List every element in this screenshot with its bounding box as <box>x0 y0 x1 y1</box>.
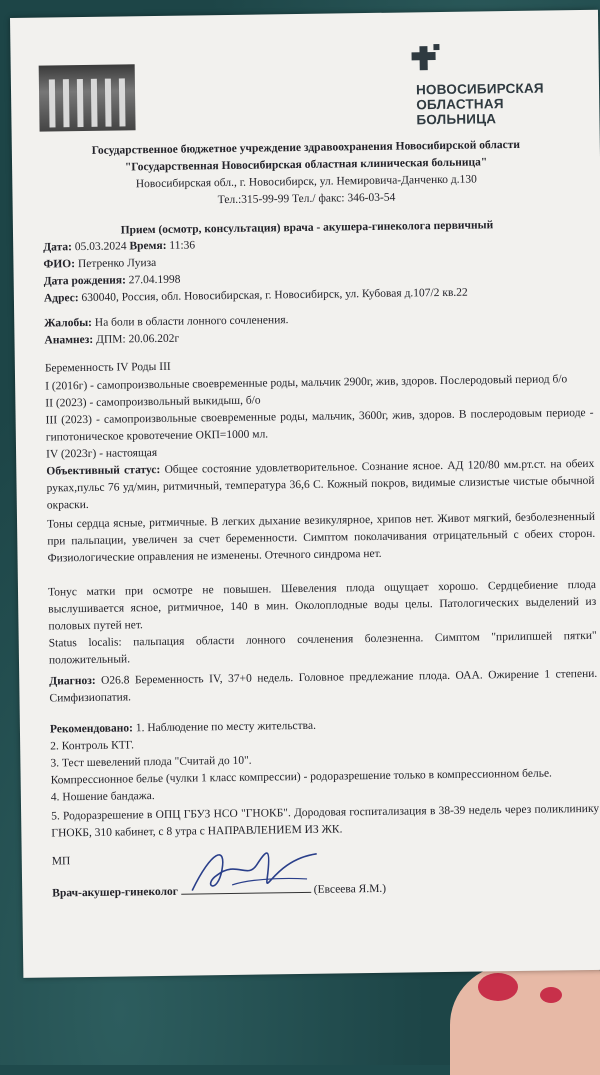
dob-label: Дата рождения: <box>43 274 126 288</box>
uterus-text: Тонус матки при осмотре не повышен. Шевеления плода ощущает хорошо. Сердцебиение плода выслушивается ясное, ритмичное, 140 в мин. Околоплодные воды целы. Патологических выделений из половых путей нет. <box>47 578 597 633</box>
complaints-label: Жалобы: <box>44 316 93 330</box>
toenail <box>478 973 518 1001</box>
anamnesis-text: ДПМ: 20.06.202г <box>95 332 180 346</box>
patient-dob: 27.04.1998 <box>128 273 181 287</box>
time-label: Время: <box>129 239 167 253</box>
hospital-logo-line: НОВОСИБИРСКАЯ <box>415 80 544 98</box>
anamnesis-label: Анамнез: <box>44 333 94 347</box>
objective-status <box>46 456 595 515</box>
toenail <box>540 987 562 1003</box>
org-name-line2: "Государственная Новосибирская областная клиническая больница" <box>124 156 488 174</box>
dob-row <box>44 274 181 288</box>
fio-label: ФИО: <box>43 258 76 271</box>
hospital-logo <box>405 40 586 133</box>
history-item: III (2023) - самопроизвольные своевременные роды, мальчик, 3600г, жив, здоров. В послеродовым периоде - гипотоническое кровотечение ОКП=1000 мл. <box>45 406 594 444</box>
complaints-text: На боли в области лонного сочленения. <box>94 314 289 329</box>
doctor-label: Врач-акушер-гинеколог <box>52 885 179 900</box>
complaints-row <box>44 314 288 329</box>
org-address: Новосибирская обл., г. Новосибирск, ул. Немировича-Данченко д.130 <box>135 173 477 191</box>
patient-name: Петренко Луиза <box>77 256 157 271</box>
doctor-name: (Евсеева Я.М.) <box>313 882 387 896</box>
pregnancy-summary: Беременность IV Роды III <box>44 360 171 375</box>
recommendation-5: 5. Родоразрешение в ОПЦ ГБУЗ НСО "ГНОКБ". Дородовая госпитализация в 38-39 недель через поликлинику ГНОКБ, 310 кабинет, с 8 утра с НАПРАВЛЕНИЕМ ИЗ ЖК. <box>51 802 600 840</box>
address-row <box>44 287 468 305</box>
document-sheet <box>10 10 600 978</box>
date-label: Дата: <box>43 241 73 254</box>
status-localis: Status localis: пальпация области лонного сочленения болезненна. Симптом "прилипшей пятки" положительный. <box>48 629 597 667</box>
visit-date: 05.03.2024 <box>74 240 127 254</box>
recommendation-text: 1. Наблюдение по месту жительства. <box>135 719 316 735</box>
history-item: I (2016г) - самопроизвольные своевременные роды, мальчик 2900г, жив, здоров. Послеродовый период б/о <box>45 373 568 393</box>
building-photo-logo <box>39 64 136 131</box>
recommendation-3b: Компрессионное белье (чулки 1 класс компрессии) - родоразрешение только в компрессионном белье. <box>50 767 552 787</box>
patient-address: 630040, Россия, обл. Новосибирская, г. Новосибирск, ул. Кубовая д.107/2 кв.22 <box>81 286 468 305</box>
handwritten-signature <box>187 839 328 901</box>
org-name-line1: Государственное бюджетное учреждение здравоохранения Новосибирской области <box>91 138 521 157</box>
visit-date-row <box>43 239 195 253</box>
hospital-logo-line: ОБЛАСТНАЯ <box>416 96 504 113</box>
recommended-label: Рекомендовано: <box>49 722 134 736</box>
diagnosis-text: O26.8 Беременность IV, 37+0 недель. Головное предлежание плода. ОАА. Ожирение 1 степени. Симфизиопатия. <box>49 667 598 705</box>
hospital-logo-line: БОЛЬНИЦА <box>416 111 497 128</box>
diagnosis-label: Диагноз: <box>49 674 96 688</box>
address-label: Адрес: <box>43 292 79 305</box>
history-item: II (2023) - самопроизвольный выкидыш, б/о <box>45 394 261 410</box>
org-phones: Тел.:315-99-99 Тел./ факс: 346-03-54 <box>217 191 396 207</box>
anamnesis-row <box>44 333 179 347</box>
recommendation-3: 3. Тест шевелений плода "Считай до 10". <box>50 754 252 770</box>
history-item: IV (2023г) - настоящая <box>46 446 158 461</box>
recommendation-1 <box>50 720 316 736</box>
recommendation-2: 2. Контроль КТГ. <box>50 739 135 753</box>
objective-text: Общее состояние удовлетворительное. Сознание ясное. АД 120/80 мм.рт.ст. на обеих руках,пульс 76 уд/мин, ритмичный, температура 36,6 С. Кожный покров, видимые слизистые чистые обычной окраски. <box>46 457 595 512</box>
recommendation-4: 4. Ношение бандажа. <box>50 790 155 804</box>
fio-row <box>43 257 156 271</box>
stamp-place-label: МП <box>51 855 71 868</box>
objective-label: Объективный статус: <box>46 463 161 478</box>
foot <box>450 965 600 1075</box>
hospital-cross-icon <box>405 42 446 83</box>
heart-lungs-text: Тоны сердца ясные, ритмичные. В легких дыхание везикулярное, хрипов нет. Живот мягкий, безболезненный при пальпации, увеличен за счет беременности. Симптом поколачивания отрицательный с обеих сторон. Физиологические оправления не изменены. Отечного синдрома нет. <box>46 510 596 565</box>
diagnosis <box>49 666 597 708</box>
document-title: Прием (осмотр, консультация) врача - акушера-гинеколога первичный <box>120 219 494 237</box>
visit-time: 11:36 <box>169 239 196 252</box>
